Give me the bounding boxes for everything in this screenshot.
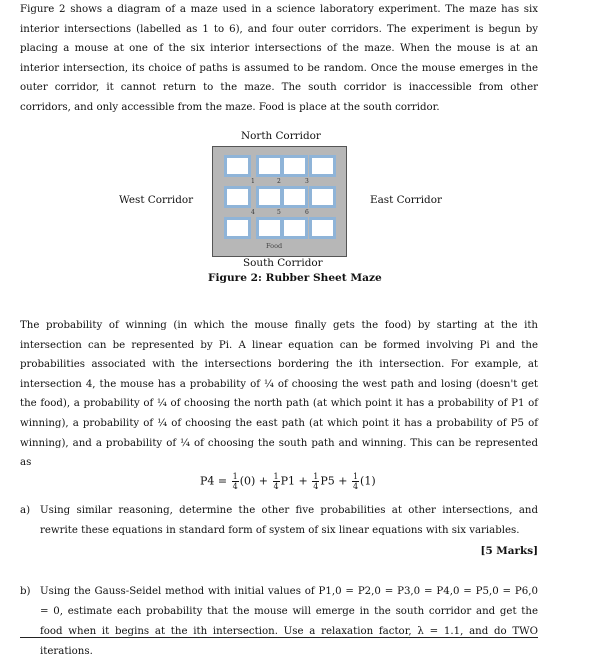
question-b xyxy=(20,582,538,662)
intersection-number: 6 xyxy=(305,209,309,216)
maze-cell xyxy=(281,217,308,239)
bottom-rule xyxy=(20,637,538,638)
maze-diagram xyxy=(212,146,347,257)
equation-term: P5 + xyxy=(320,474,348,488)
equation-term: (0) + xyxy=(239,474,269,488)
east-corridor-label: East Corridor xyxy=(370,194,442,206)
maze-cell xyxy=(256,217,283,239)
maze-cell xyxy=(224,186,251,208)
intro-text: Figure 2 shows a diagram of a maze used in a science laboratory experiment. The maze has six interior intersections (labelled as 1 to 6), and four outer corridors. The experiment is begun by placing a mouse at one of the six interior intersections of the maze. When the mouse is at an interior intersection, its choice of paths is assumed to be random. Once the mouse emerges in the outer corridor, it cannot return to the maze. The south corridor is inaccessible from other corridors, and only accessible from the maze. Food is place at the south corridor. xyxy=(20,4,538,113)
intersection-number: 4 xyxy=(251,209,255,216)
figure-caption: Figure 2: Rubber Sheet Maze xyxy=(208,272,382,284)
question-b-tag: b) xyxy=(20,586,31,597)
maze-cell xyxy=(309,155,336,177)
maze-cell xyxy=(281,186,308,208)
west-corridor-label: West Corridor xyxy=(119,194,194,206)
south-corridor-label: South Corridor xyxy=(243,257,323,269)
maze-cell xyxy=(224,217,251,239)
maze-cell xyxy=(224,155,251,177)
question-b-text: Using the Gauss-Seidel method with initial values of P1,0 = P2,0 = P3,0 = P4,0 = P5,0 = P6,0 = 0, estimate each probability that the mouse will emerge in the south corridor and get the food when it begins at the ith intersection. Use a relaxation factor, λ = 1.1, and do TWO iterations. xyxy=(40,586,538,657)
question-a-text: Using similar reasoning, determine the other five probabilities at other intersections, and rewrite these equations in standard form of system of six linear equations with six variables. xyxy=(40,505,538,536)
equation-fraction: $\frac{1}{4}$ xyxy=(352,472,359,491)
north-corridor-label: North Corridor xyxy=(241,130,321,142)
maze-cell xyxy=(281,155,308,177)
equation-term: (1) xyxy=(360,474,376,488)
question-a xyxy=(20,501,538,541)
intro-paragraph xyxy=(20,0,538,118)
equation-term: P1 + xyxy=(280,474,308,488)
equation-lhs: P4 = xyxy=(200,474,228,488)
intersection-number: 3 xyxy=(305,178,309,185)
equation-fraction: $\frac{1}{4}$ xyxy=(273,472,279,491)
maze-cell xyxy=(256,186,283,208)
intersection-number: 1 xyxy=(251,178,255,185)
intersection-number: 2 xyxy=(277,178,281,185)
explanation-paragraph xyxy=(20,316,538,473)
equation-fraction: $\frac{1}{4}$ xyxy=(313,472,319,491)
explanation-text: The probability of winning (in which the mouse finally gets the food) by starting at the ith intersection can be represented by Pi. A linear equation can be formed involving Pi and the probabilities associated with the intersections bordering the ith intersection. For example, at intersection 4, the mouse has a probability of ¼ of choosing the west path and losing (doesn't get the food), a probability of ¼ of choosing the north path (at which point it has a probability of P1 of winning), a probability of ¼ of choosing the east path (at which point it has a probability of P5 of winning), and a probability of ¼ of choosing the south path and winning. This can be represented as xyxy=(20,320,538,469)
maze-cell xyxy=(309,186,336,208)
question-a-tag: a) xyxy=(20,505,31,516)
maze-cell xyxy=(309,217,336,239)
question-a-marks: [5 Marks] xyxy=(480,545,538,557)
equation-fraction: $\frac{1}{4}$ xyxy=(232,472,238,491)
intersection-number: 5 xyxy=(277,209,281,216)
equation-p4 xyxy=(200,472,376,491)
food-label: Food xyxy=(266,242,283,250)
maze-cell xyxy=(256,155,283,177)
